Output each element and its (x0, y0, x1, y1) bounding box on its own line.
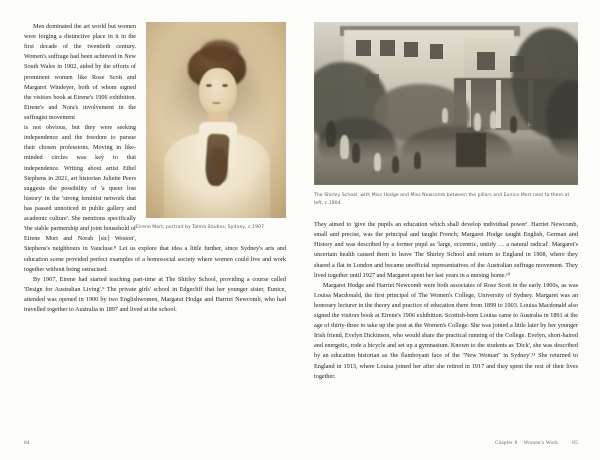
paragraph: They aimed to 'give the pupils an education which shall develop individual power'. Harriet Newcomb, small and precise, was the principal and taught French; Margaret Hodge taught English, German and History and was described by a former pupil as 'large, eccentric, untidy … a natural radical'. Margaret's uncertain health caused them to leave The Shirley School and return to England in 1908, where they shared a flat in London and became unofficial representatives of the Australian suffrage movement. They lived together until 1927 and Margaret spent her last years in a nursing home.¹⁰ (314, 221, 578, 279)
folio-verso: 84 (24, 440, 30, 446)
paragraph: is not obvious, but they were seeking independence and the freedom to pursue their chosen professions. Moving in like-minded circles was key to that independence. Writing about artist Ethel Stephens in 2021, art historian Juliette Peers suggests the possibility of 'a queer lost history' in the 'strong feminist network that has passed unnoticed in public gallery and academic culture'. She mentions specifically 'the stable partnership and joint household of Eirene Mort and Norah [sic] Weston', Stephens's neighbours in Vaucluse.⁸ Let us explore that idea a little further, since Sydney's arts and education scene provided perfect examples of a homosocial society where women could live and work together without being ostracised. (24, 124, 286, 273)
running-head-title: Women's Work (523, 440, 559, 446)
portrait-caption: Eirene Mort, portrait by Talma Studios, Sydney, c.1907 (136, 225, 265, 230)
figure-school (314, 22, 578, 208)
photo-grain (314, 22, 578, 185)
recto-body-text (314, 220, 578, 382)
recto-page (300, 0, 600, 460)
school-building-photograph (314, 22, 578, 185)
folio-recto: 85 (572, 440, 578, 446)
paragraph: Margaret Hodge and Harriet Newcomb were both associates of Rose Scott in the early 1900s, as was Louisa Macdonald, the first principal of The Women's College, University of Sydney. Margaret was an honorary lecturer in the theory and practice of education there from 1899 to 1903. Louisa Macdonald also signed the visitors book at Eirene's 1906 exhibition. Scottish-born Louisa came to Australia in 1891 at the age of thirty-three to take up the post at the Women's College. She was joined a little later by her younger Irish friend, Evelyn Dickinson, who would share the practical running of the College. Evelyn, short-haired and energetic, rode a bicycle and set up a gymnasium. Known to the students as 'Dick', she was described by an education historian as 'the flamboyant face of the "New Woman" in Sydney'.¹¹ She returned to England in 1913, where Louisa joined her after she retired in 1917 and they spent the rest of their lives together. (314, 281, 578, 380)
portrait-photograph (146, 22, 286, 218)
paragraph: Men dominated the art world but women were forging a distinctive place in it in the first decade of the twentieth century. Women's suffrage had been achieved in New South Wales in 1902, aided by the efforts of prominent women like Rose Scott and Margaret Windeyer, both of whom signed the visitors book at Eirene's 1906 exhibition. Eirene's and Nora's involvement in the suffragist movement (24, 23, 136, 121)
photo-vignette (146, 22, 286, 218)
school-photo-caption: The Shirley School, with Miss Hodge and Miss Newcomb between the pillars and Eunice Mort next to them at left, c.1904. (314, 193, 570, 207)
paragraph: By 1907, Eirene had started teaching part-time at The Shirley School, providing a course called 'Design for Australian Living'.⁹ The private girls' school in Edgecliff that her younger sister, Eunice, attended was opened in 1900 by two Englishwomen, Margaret Hodge and Harriet Newcomb, who had travelled together to Australia in 1897 and lived at the school. (24, 275, 286, 314)
running-head-chapter: Chapter 8 (494, 440, 518, 446)
figure-portrait (136, 22, 286, 231)
folio-recto-group (495, 440, 578, 446)
running-head (495, 440, 558, 446)
